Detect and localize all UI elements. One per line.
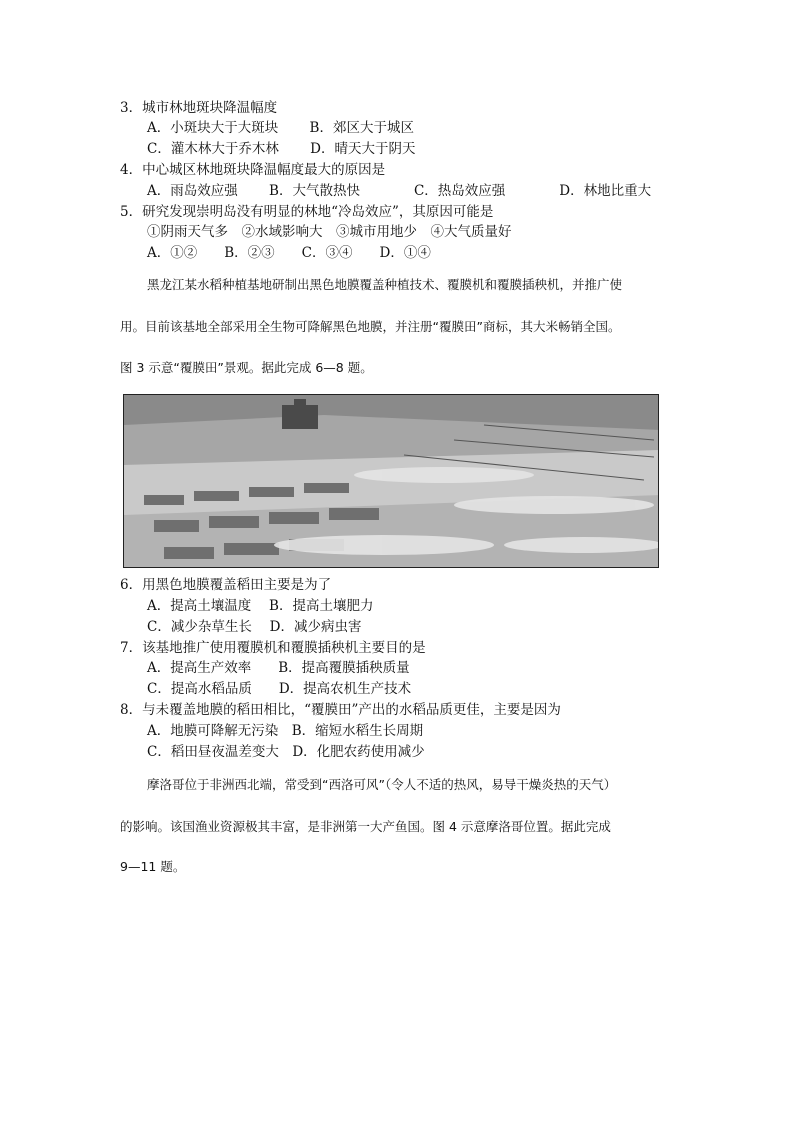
q4-stem: 4．中心城区林地斑块降温幅度最大的原因是 [120,162,386,178]
passage1-line2: 用。目前该基地全部采用全生物可降解黑色地膜，并注册“覆膜田”商标，其大米畅销全国。 [120,319,621,334]
q3-options-row2: C．灌木林大于乔木林 D．晴天大于阴天 [147,141,416,157]
passage2-line2: 的影响。该国渔业资源极其丰富，是非洲第一大产鱼国。图 4 示意摩洛哥位置。据此完成 [120,819,611,834]
passage2-line3: 9—11 题。 [120,859,186,874]
q6-options-row2: C．减少杂草生长 D．减少病虫害 [147,619,362,635]
q4-options-row1: A．雨岛效应强 B．大气散热快 C．热岛效应强 D．林地比重大 [147,183,652,199]
q5-options-row1: A．①② B．②③ C．③④ D．①④ [147,245,431,261]
q6-stem: 6．用黑色地膜覆盖稻田主要是为了 [120,577,332,593]
q3-stem: 3．城市林地斑块降温幅度 [120,100,278,116]
film-field-photo [123,394,659,568]
passage1-line3: 图 3 示意“覆膜田”景观。据此完成 6—8 题。 [120,360,373,375]
q3-options-row1: A．小斑块大于大斑块 B．郊区大于城区 [147,120,414,136]
passage2-line1: 摩洛哥位于非洲西北端，常受到“西洛可风”（令人不适的热风，易导干燥炎热的天气） [147,777,617,792]
passage1-line1: 黑龙江某水稻种植基地研制出黑色地膜覆盖种植技术、覆膜机和覆膜插秧机，并推广使 [147,277,623,292]
q8-options-row1: A．地膜可降解无污染 B．缩短水稻生长周期 [147,723,424,739]
q7-stem: 7．该基地推广使用覆膜机和覆膜插秧机主要目的是 [120,640,426,656]
q5-items: ①阴雨天气多 ②水域影响大 ③城市用地少 ④大气质量好 [147,224,512,240]
q8-stem: 8．与未覆盖地膜的稻田相比，“覆膜田”产出的水稻品质更佳，主要是因为 [120,702,561,718]
q5-stem: 5．研究发现崇明岛没有明显的林地“冷岛效应”，其原因可能是 [120,204,494,220]
q6-options-row1: A．提高土壤温度 B．提高土壤肥力 [147,598,374,614]
q7-options-row2: C．提高水稻品质 D．提高农机生产技术 [147,681,412,697]
q8-options-row2: C．稻田昼夜温差变大 D．化肥农药使用减少 [147,744,425,760]
q7-options-row1: A．提高生产效率 B．提高覆膜插秧质量 [147,660,410,676]
